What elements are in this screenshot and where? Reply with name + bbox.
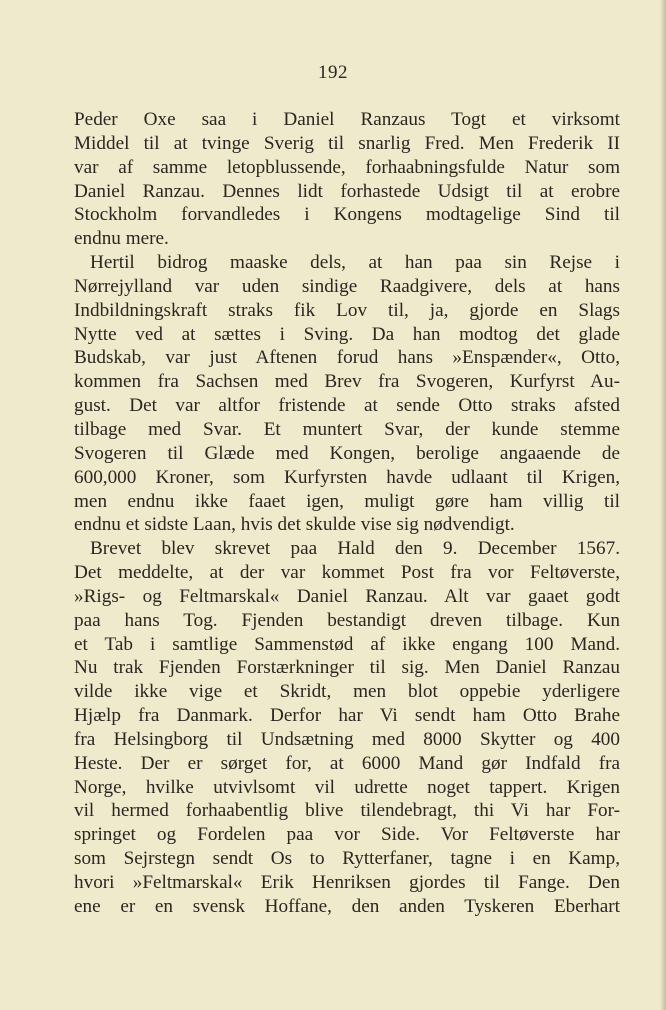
text-line: men endnu ikke faaet igen, muligt gøre ham villig til: [74, 490, 620, 512]
body-text: [74, 108, 620, 919]
text-line: Hertil bidrog maaske dels, at han paa sin Rejse i: [90, 252, 620, 274]
text-line: Nørrejylland var uden sindige Raadgivere, dels at hans: [74, 275, 620, 297]
text-line: fra Helsingborg til Undsætning med 8000 Skytter og 400: [74, 728, 620, 750]
text-line: »Rigs- og Feltmarskal« Daniel Ranzau. Alt var gaaet godt: [74, 585, 620, 607]
text-line: var af samme letopblussende, forhaabningsfulde Natur som: [74, 156, 620, 178]
text-line: vil hermed forhaabentlig blive tilendebragt, thi Vi har For-: [74, 800, 620, 822]
text-line: Brevet blev skrevet paa Hald den 9. December 1567.: [90, 538, 620, 560]
text-line: Indbildningskraft straks fik Lov til, ja, gjorde en Slags: [74, 299, 620, 321]
text-line: Daniel Ranzau. Dennes lidt forhastede Udsigt til at erobre: [74, 180, 620, 202]
text-line: hvori »Feltmarskal« Erik Henriksen gjordes til Fange. Den: [74, 872, 620, 893]
text-line: Middel til at tvinge Sverig til snarlig Fred. Men Frederik II: [74, 132, 620, 154]
text-line: gust. Det var altfor fristende at sende Otto straks afsted: [74, 395, 620, 417]
text-line: endnu et sidste Laan, hvis det skulde vise sig nødvendigt.: [74, 514, 515, 536]
text-line: som Sejrstegn sendt Os to Rytterfaner, tagne i en Kamp,: [74, 848, 620, 870]
text-line: paa hans Tog. Fjenden bestandigt dreven tilbage. Kun: [74, 609, 620, 631]
text-line: 600,000 Kroner, som Kurfyrsten havde udlaant til Krigen,: [74, 466, 620, 488]
text-line: Budskab, var just Aftenen forud hans »Enspænder«, Otto,: [74, 347, 620, 369]
page-edge-shadow: [660, 0, 666, 1010]
text-line: tilbage med Svar. Et muntert Svar, der kunde stemme: [74, 418, 620, 440]
text-line: Det meddelte, at der var kommet Post fra vor Feltøverste,: [74, 562, 620, 584]
text-line: ene er en svensk Hoffane, den anden Tyskeren Eberhart: [74, 895, 620, 917]
text-line: Norge, hvilke utvivlsomt vil udrette noget tappert. Krigen: [74, 776, 620, 798]
page-number: 192: [318, 62, 348, 83]
text-line: Nytte ved at sættes i Sving. Da han modtog det glade: [74, 323, 620, 345]
text-line: Peder Oxe saa i Daniel Ranzaus Togt et virksomt: [74, 109, 620, 130]
text-line: Nu trak Fjenden Forstærkninger til sig. Men Daniel Ranzau: [74, 657, 620, 679]
text-line: Hjælp fra Danmark. Derfor har Vi sendt ham Otto Brahe: [74, 705, 620, 727]
text-line: Stockholm forvandledes i Kongens modtagelige Sind til: [74, 204, 620, 226]
text-line: Svogeren til Glæde med Kongen, berolige angaaende de: [74, 442, 620, 464]
text-line: kommen fra Sachsen med Brev fra Svogeren, Kurfyrst Au-: [74, 371, 620, 393]
text-line: endnu mere.: [74, 228, 169, 250]
text-line: vilde ikke vige et Skridt, men blot oppebie yderligere: [74, 681, 620, 703]
text-line: springet og Fordelen paa vor Side. Vor Feltøverste har: [74, 824, 620, 846]
text-line: Heste. Der er sørget for, at 6000 Mand gør Indfald fra: [74, 752, 620, 774]
text-line: et Tab i samtlige Sammenstød af ikke engang 100 Mand.: [74, 633, 620, 655]
